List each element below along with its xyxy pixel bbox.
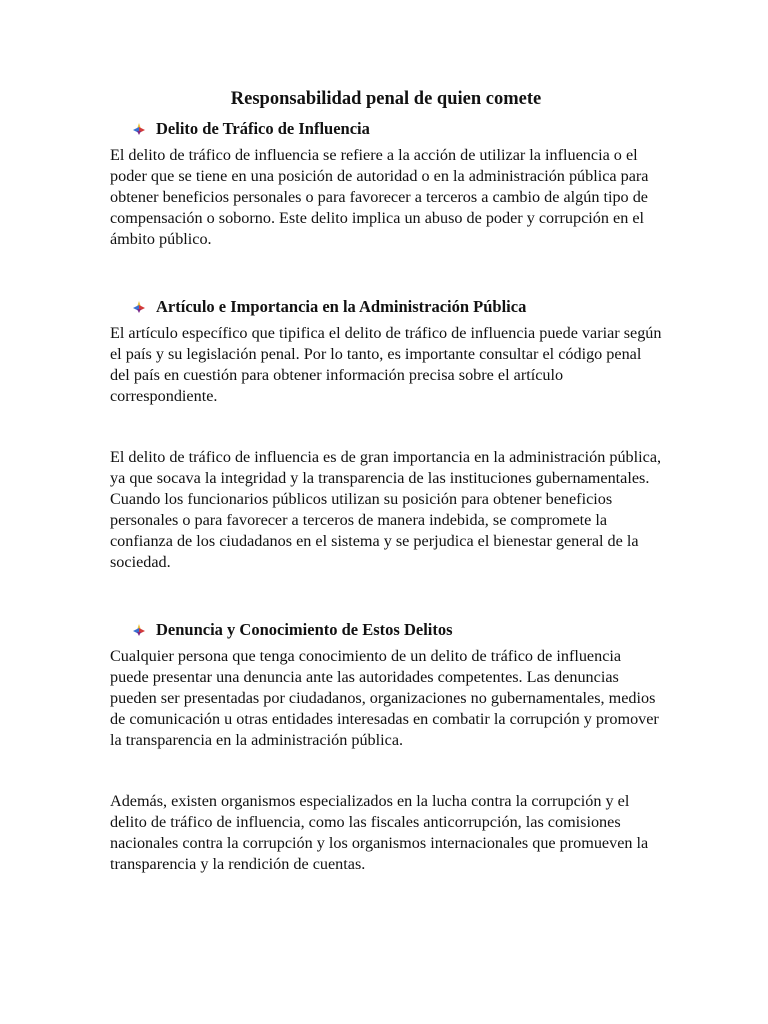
document-title: Responsabilidad penal de quien comete xyxy=(230,89,542,109)
colored-diamond-bullet-icon xyxy=(132,623,146,637)
section-heading-text: Delito de Tráfico de Influencia xyxy=(156,119,370,138)
section-heading-denuncia xyxy=(132,619,662,641)
paragraph: El delito de tráfico de influencia se refiere a la acción de utilizar la influencia o el poder que se tiene en una posición de autoridad o en la administración pública para obtener beneficios personales o para favorecer a terceros a cambio de algún tipo de compensación o soborno. Este delito implica un abuso de poder y corrupción en el ámbito público. xyxy=(110,146,649,248)
section-heading-delito xyxy=(132,118,662,140)
paragraph: El artículo específico que tipifica el delito de tráfico de influencia puede variar según el país y su legislación penal. Por lo tanto, es importante consultar el código penal del país en cuestión para obtener información precisa sobre el artículo correspondiente. xyxy=(110,324,662,405)
colored-diamond-bullet-icon xyxy=(132,122,146,136)
section-heading-text: Denuncia y Conocimiento de Estos Delitos xyxy=(156,620,453,639)
document-page xyxy=(110,86,662,875)
paragraph: El delito de tráfico de influencia es de gran importancia en la administración pública, ya que socava la integridad y la transparencia de las instituciones gubernamentales. Cuando los funcionarios públicos utilizan su posición para obtener beneficios personales o para favorecer a terceros de manera indebida, se compromete la confianza de los ciudadanos en el sistema y se perjudica el bienestar general de la sociedad. xyxy=(110,448,662,571)
paragraph: Además, existen organismos especializados en la lucha contra la corrupción y el delito de tráfico de influencia, como las fiscales anticorrupción, las comisiones nacionales contra la corrupción y los organismos internacionales que promueven la transparencia y la rendición de cuentas. xyxy=(110,792,649,873)
paragraph: Cualquier persona que tenga conocimiento de un delito de tráfico de influencia puede presentar una denuncia ante las autoridades competentes. Las denuncias pueden ser presentadas por ciudadanos, organizaciones no gubernamentales, medios de comunicación u otras entidades interesadas en combatir la corrupción y promover la transparencia en la administración pública. xyxy=(110,647,659,749)
section-heading-articulo xyxy=(132,296,662,318)
section-heading-text: Artículo e Importancia en la Administración Pública xyxy=(156,297,527,316)
colored-diamond-bullet-icon xyxy=(132,300,146,314)
